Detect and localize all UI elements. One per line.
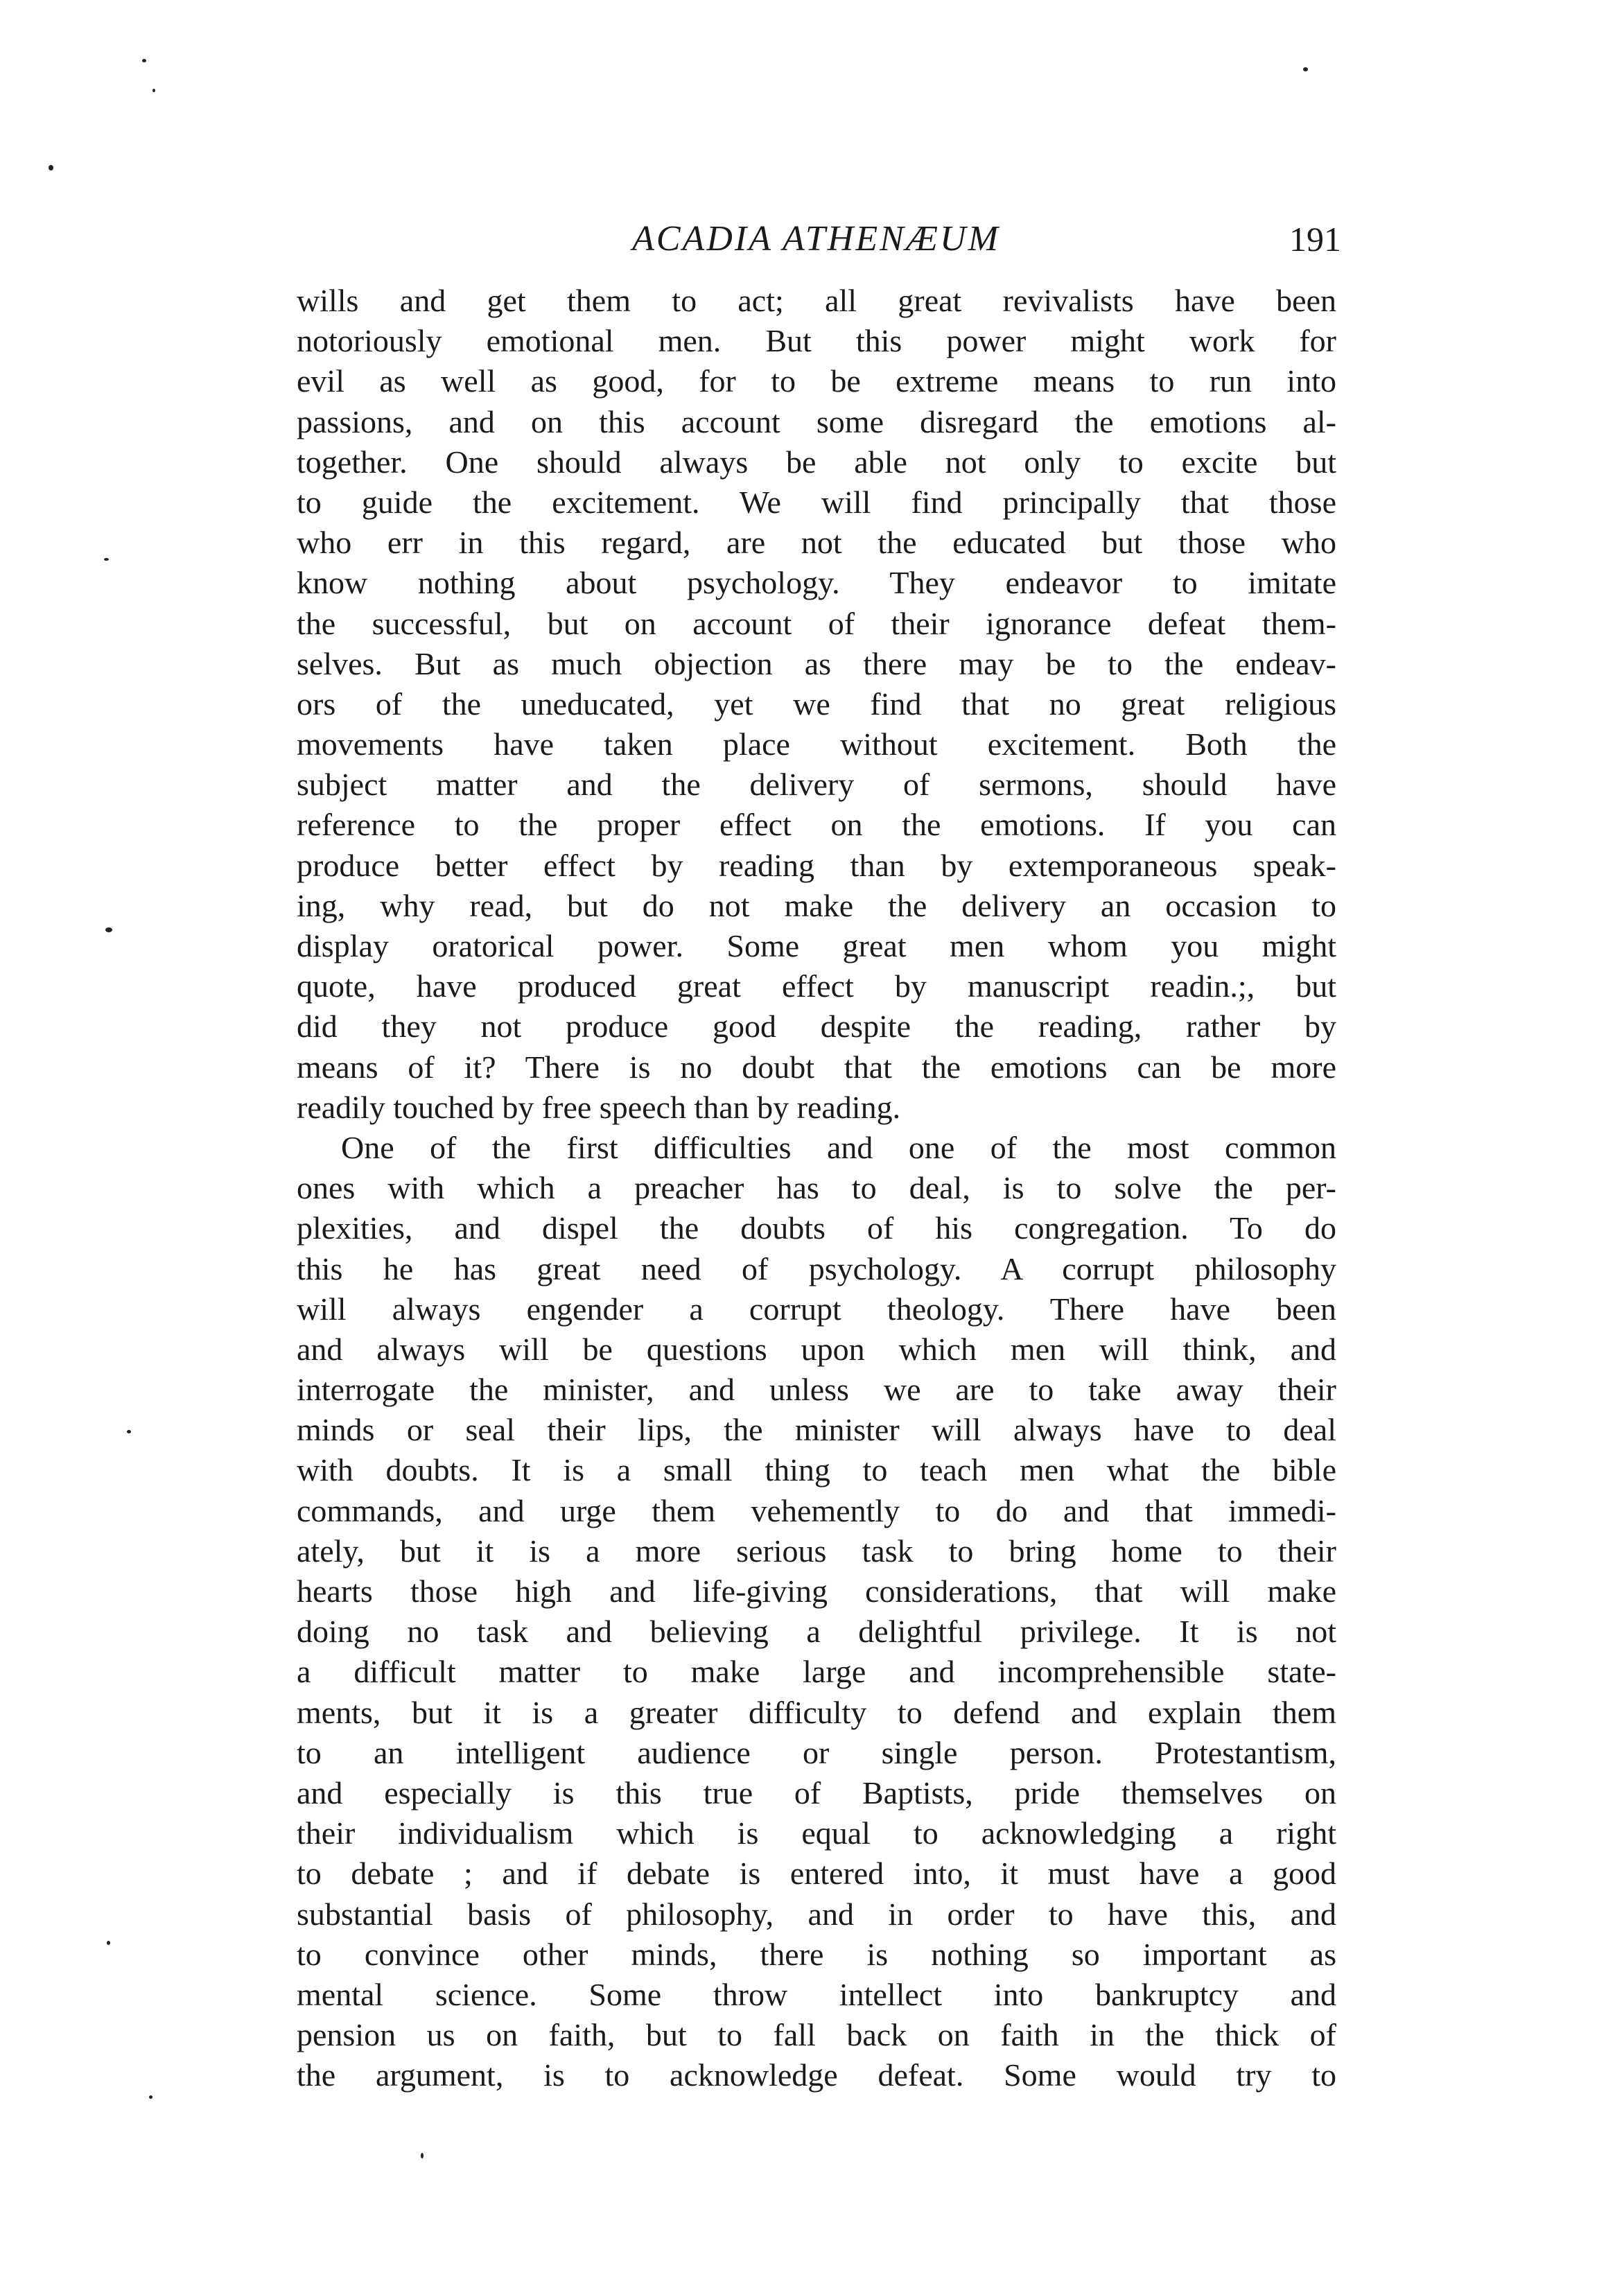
- text-line: who err in this regard, are not the educated but those who: [297, 525, 1336, 561]
- text-line: ones with which a preacher has to deal, is to solve the per-: [297, 1170, 1336, 1206]
- text-line: mental science. Some throw intellect into bankruptcy and: [297, 1976, 1336, 2012]
- text-line: produce better effect by reading than by extemporaneous speak-: [297, 847, 1336, 883]
- text-line: quote, have produced great effect by manuscript readin.;, but: [297, 968, 1336, 1004]
- paragraph-last-line: readily touched by free speech than by reading.: [297, 1089, 901, 1125]
- text-line: know nothing about psychology. They endeavor to imitate: [297, 565, 1336, 601]
- margin-speck: [142, 59, 146, 62]
- margin-speck: [104, 558, 109, 561]
- text-line: to debate ; and if debate is entered into, it must have a good: [297, 1856, 1336, 1892]
- body-text: [297, 281, 1336, 2095]
- text-line: interrogate the minister, and unless we are to take away their: [297, 1372, 1336, 1408]
- text-line: ments, but it is a greater difficulty to defend and explain them: [297, 1694, 1336, 1730]
- text-line: a difficult matter to make large and incomprehensible state-: [297, 1654, 1336, 1690]
- text-line: substantial basis of philosophy, and in order to have this, and: [297, 1896, 1336, 1932]
- running-title: ACADIA ATHENÆUM: [632, 219, 1000, 259]
- text-line: will always engender a corrupt theology. There have been: [297, 1291, 1336, 1327]
- text-line: their individualism which is equal to acknowledging a right: [297, 1815, 1336, 1851]
- text-line: the successful, but on account of their ignorance defeat them-: [297, 605, 1336, 641]
- text-line: display oratorical power. Some great men whom you might: [297, 928, 1336, 963]
- text-line: evil as well as good, for to be extreme means to run into: [297, 363, 1336, 399]
- text-line: ately, but it is a more serious task to bring home to their: [297, 1533, 1336, 1569]
- text-line: to an intelligent audience or single person. Protestantism,: [297, 1734, 1336, 1770]
- text-line: and always will be questions upon which men will think, and: [297, 1331, 1336, 1367]
- text-line: ors of the uneducated, yet we find that no great religious: [297, 686, 1336, 722]
- margin-speck: [152, 89, 155, 92]
- text-line: movements have taken place without excitement. Both the: [297, 726, 1336, 762]
- text-line: means of it? There is no doubt that the emotions can be more: [297, 1049, 1336, 1085]
- margin-speck: [1303, 67, 1308, 71]
- text-line: this he has great need of psychology. A corrupt philosophy: [297, 1250, 1336, 1286]
- paragraph-first-line: One of the first difficulties and one of the most common: [341, 1129, 1336, 1165]
- margin-speck: [107, 1941, 110, 1945]
- text-line: passions, and on this account some disregard the emotions al-: [297, 403, 1336, 439]
- margin-speck: [127, 1430, 131, 1433]
- text-line: subject matter and the delivery of sermons, should have: [297, 767, 1336, 803]
- text-line: the argument, is to acknowledge defeat. Some would try to: [297, 2057, 1336, 2093]
- running-head: [291, 211, 1341, 267]
- margin-speck: [105, 927, 112, 932]
- page-number: 191: [1289, 220, 1341, 259]
- text-line: selves. But as much objection as there may be to the endeav-: [297, 645, 1336, 681]
- margin-speck: [421, 2153, 424, 2158]
- text-line: and especially is this true of Baptists, pride themselves on: [297, 1774, 1336, 1810]
- text-line: plexities, and dispel the doubts of his congregation. To do: [297, 1210, 1336, 1246]
- text-line: reference to the proper effect on the emotions. If you can: [297, 807, 1336, 843]
- text-line: notoriously emotional men. But this power might work for: [297, 323, 1336, 359]
- text-line: together. One should always be able not only to excite but: [297, 444, 1336, 480]
- text-line: minds or seal their lips, the minister will always have to deal: [297, 1412, 1336, 1448]
- text-line: to convince other minds, there is nothing so important as: [297, 1936, 1336, 1972]
- text-line: commands, and urge them vehemently to do and that immedi-: [297, 1492, 1336, 1528]
- text-line: with doubts. It is a small thing to teach men what the bible: [297, 1452, 1336, 1488]
- text-line: to guide the excitement. We will find principally that those: [297, 484, 1336, 520]
- text-line: doing no task and believing a delightful privilege. It is not: [297, 1614, 1336, 1650]
- text-line: did they not produce good despite the reading, rather by: [297, 1009, 1336, 1045]
- margin-speck: [49, 165, 53, 171]
- text-line: ing, why read, but do not make the delivery an occasion to: [297, 887, 1336, 923]
- text-line: wills and get them to act; all great revivalists have been: [297, 283, 1336, 318]
- text-line: pension us on faith, but to fall back on faith in the thick of: [297, 2017, 1336, 2053]
- text-line: hearts those high and life-giving considerations, that will make: [297, 1573, 1336, 1609]
- margin-speck: [149, 2095, 152, 2099]
